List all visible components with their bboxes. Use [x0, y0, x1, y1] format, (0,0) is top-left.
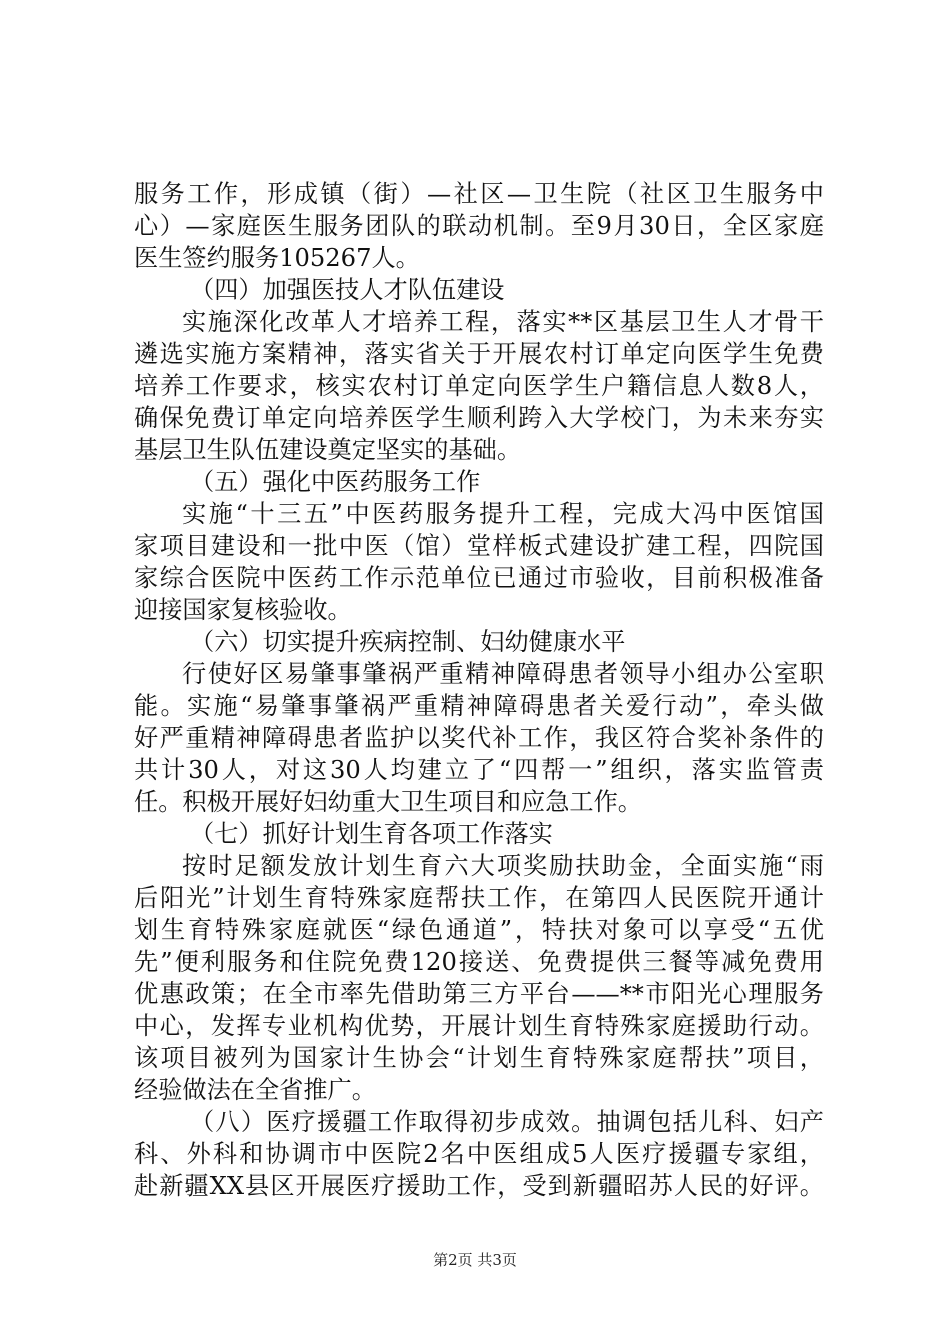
text-line: 培养工作要求，核实农村订单定向医学生户籍信息人数8人， [134, 372, 824, 400]
page-footer: 第2页 共3页 [433, 1251, 517, 1269]
text-line: （四）加强医技人才队伍建设 [190, 276, 505, 304]
text-line: （六）切实提升疾病控制、妇幼健康水平 [190, 628, 626, 656]
text-line: 行使好区易肇事肇祸严重精神障碍患者领导小组办公室职 [182, 660, 824, 688]
text-line: 经验做法在全省推广。 [134, 1076, 376, 1104]
text-line: 实施“十三五”中医药服务提升工程，完成大冯中医馆国 [182, 500, 824, 528]
text-line: 共计30人，对这30人均建立了“四帮一”组织，落实监管责 [134, 756, 824, 784]
text-line: 确保免费订单定向培养医学生顺利跨入大学校门，为未来夯实 [134, 404, 824, 432]
text-line: 优惠政策；在全市率先借助第三方平台——**市阳光心理服务 [134, 980, 824, 1008]
text-line: 中心，发挥专业机构优势，开展计划生育特殊家庭援助行动。 [134, 1012, 824, 1040]
text-line: 基层卫生队伍建设奠定坚实的基础。 [134, 436, 522, 464]
text-line: 按时足额发放计划生育六大项奖励扶助金，全面实施“雨 [182, 852, 824, 880]
text-line: 家项目建设和一批中医（馆）堂样板式建设扩建工程，四院国 [134, 532, 824, 560]
text-line: 该项目被列为国家计生协会“计划生育特殊家庭帮扶”项目， [134, 1044, 824, 1072]
text-line: 后阳光”计划生育特殊家庭帮扶工作，在第四人民医院开通计 [134, 884, 824, 912]
text-line: 能。实施“易肇事肇祸严重精神障碍患者关爱行动”，牵头做 [134, 692, 824, 720]
text-line: 赴新疆XX县区开展医疗援助工作，受到新疆昭苏人民的好评。 [134, 1172, 824, 1200]
text-line: 划生育特殊家庭就医“绿色通道”，特扶对象可以享受“五优 [134, 916, 824, 944]
text-line: 迎接国家复核验收。 [134, 596, 352, 624]
text-line: 科、外科和协调市中医院2名中医组成5人医疗援疆专家组， [134, 1140, 824, 1168]
text-line: 实施深化改革人才培养工程，落实**区基层卫生人才骨干 [182, 308, 824, 336]
text-line: （五）强化中医药服务工作 [190, 468, 481, 496]
text-line: 心）—家庭医生服务团队的联动机制。至9月30日，全区家庭 [134, 212, 824, 240]
text-line: 家综合医院中医药工作示范单位已通过市验收，目前积极准备 [134, 564, 824, 592]
text-line: 医生签约服务105267人。 [134, 244, 420, 272]
text-line: 服务工作，形成镇（街）—社区—卫生院（社区卫生服务中 [134, 180, 824, 208]
text-line: 任。积极开展好妇幼重大卫生项目和应急工作。 [134, 788, 642, 816]
text-line: 先”便利服务和住院免费120接送、免费提供三餐等减免费用 [134, 948, 824, 976]
text-line: （八）医疗援疆工作取得初步成效。抽调包括儿科、妇产 [190, 1108, 824, 1136]
text-line: 好严重精神障碍患者监护以奖代补工作，我区符合奖补条件的 [134, 724, 824, 752]
text-line: 遴选实施方案精神，落实省关于开展农村订单定向医学生免费 [134, 340, 824, 368]
text-line: （七）抓好计划生育各项工作落实 [190, 820, 553, 848]
